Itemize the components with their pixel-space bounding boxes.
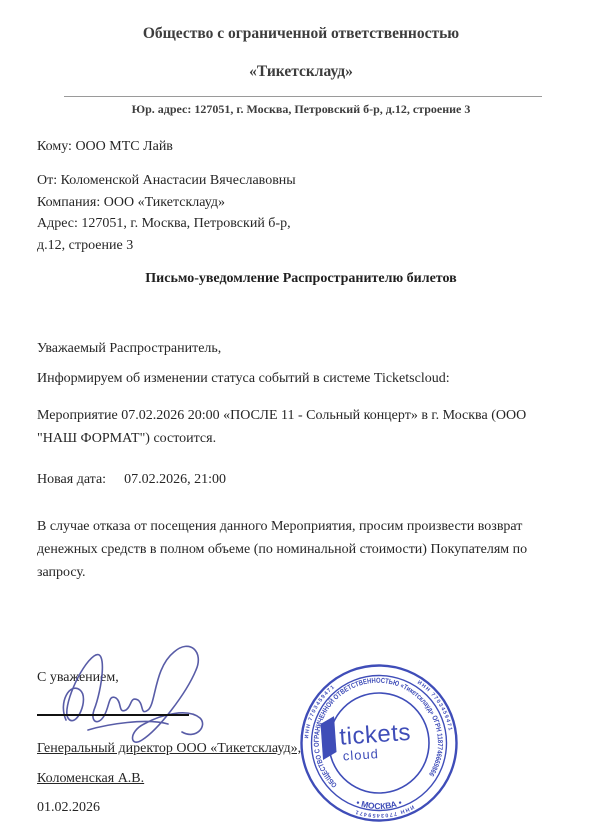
refund-clause-paragraph: В случае отказа от посещения данного Мероприятия, просим произвести возврат денежных средств в полном объеме (по номинальной стоимости) Покупателям по запросу. [37,519,528,580]
recipient-line: Кому: ООО МТС Лайв [37,139,173,154]
stamp-logo [320,711,413,765]
stamp-logo-tickets: tickets [338,718,412,751]
sender-address-line2: д.12, строение 3 [37,237,134,253]
stamp-inn-text-3: ИНН 7703459471 [353,803,415,819]
intro-line: Информируем об изменении статуса событий в системе Ticketscloud: [37,371,450,386]
closing-line: С уважением, [37,670,119,685]
salutation: Уважаемый Распространитель, [37,341,222,356]
letterhead-org-name: «Тикетсклауд» [249,63,353,80]
letter-title: Письмо-уведомление Распространителю билетов [145,271,457,286]
signer-title: Генеральный директор ООО «Тикетсклауд», [37,741,302,756]
signature-line [37,714,189,716]
sender-address-line1: Адрес: 127051, г. Москва, Петровский б-р, [37,216,291,231]
company-stamp [294,658,464,828]
event-status-paragraph: Мероприятие 07.02.2026 20:00 «ПОСЛЕ 11 - Сольный концерт» в г. Москва (ООО "НАШ ФОРМАТ") состоится. [37,408,527,446]
letterhead-legal-address: Юр. адрес: 127051, г. Москва, Петровский б-р, д.12, строение 3 [131,102,471,116]
sender-company: Компания: ООО «Тикетсклауд» [37,194,225,210]
stamp-inn-text-2: ИНН 7703459471 [415,679,454,733]
signature-ink [63,646,202,742]
stamp-logo-cloud: cloud [342,746,380,764]
signer-name: Коломенская А.В. [37,771,145,786]
stamp-city-text: • МОСКВА • [354,797,404,812]
letterhead-divider [64,96,542,97]
new-date-value: 07.02.2026, 21:00 [124,472,226,487]
stamp-inn-text-1: ИНН 7703459471 [304,683,337,739]
letterhead-org-type: Общество с ограниченной ответственностью [142,25,460,42]
signature-date: 01.02.2026 [37,800,100,815]
sender-block [37,170,296,256]
sender-from: От: Коломенской Анастасии Вячеславовны [37,173,296,188]
new-date-label: Новая дата: [37,472,107,487]
stamp-ring-text: ОБЩЕСТВО С ОГРАНИЧЕННОЙ ОТВЕТСТВЕННОСТЬЮ «Тикетсклауд» ОГРН 1187746669866 [311,675,445,790]
new-date-row [37,468,226,491]
